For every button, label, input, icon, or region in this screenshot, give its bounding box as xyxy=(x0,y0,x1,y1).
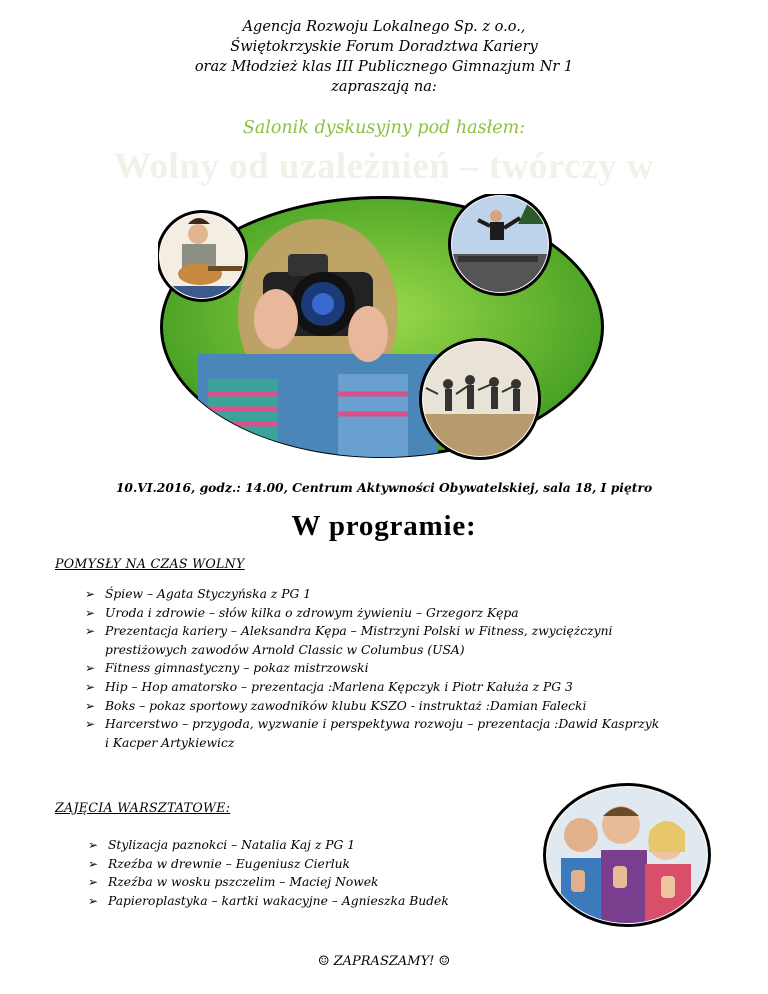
program-heading: W programie: xyxy=(291,510,477,542)
arrow-bullet-icon: ➢ xyxy=(88,856,99,871)
list-item: ➢ Prezentacja kariery – Aleksandra Kępa – Mistrzyni Polski w Fitness, zwyciężczyni prestiżowych zawodów Arnold Classic w Columbus (USA) xyxy=(85,624,613,657)
organizer-line-3: oraz Młodzież klas III Publicznego Gimnazjum Nr 1 xyxy=(194,59,574,75)
event-slogan: Wolny od uzależnień – twórczy w xyxy=(114,146,654,187)
arrow-bullet-icon: ➢ xyxy=(85,661,96,676)
event-subtitle: Salonik dyskusyjny pod hasłem: xyxy=(242,118,526,138)
list-item: ➢ Rzeźba w wosku pszczelim – Maciej Nowek xyxy=(88,873,528,892)
arrow-bullet-icon: ➢ xyxy=(85,679,96,694)
list-item: ➢ Boks – pokaz sportowy zawodników klubu KSZO - instruktaż :Damian Falecki xyxy=(85,697,725,716)
arrow-bullet-icon: ➢ xyxy=(88,875,99,890)
arrow-bullet-icon: ➢ xyxy=(85,587,96,601)
arrow-bullet-icon: ➢ xyxy=(85,717,96,732)
workshops-list xyxy=(88,836,528,910)
list-item: ➢ Papieroplastyka – kartki wakacyjne – Agnieszka Budek xyxy=(88,892,528,911)
list-item: ➢ Harcerstwo – przygoda, wyzwanie i perspektywa rozwoju – prezentacja :Dawid Kasprzyk i Kacper Artykiewicz xyxy=(85,717,660,750)
list-item: ➢ Śpiew – Agata Styczyńska z PG 1 xyxy=(85,585,725,604)
hero-collage xyxy=(158,194,606,460)
list-item: ➢ Fitness gimnastyczny – pokaz mistrzowski xyxy=(85,659,725,678)
event-date-location: 10.VI.2016, godz.: 14.00, Centrum Aktywności Obywatelskiej, sala 18, I piętro xyxy=(115,480,653,495)
arrow-bullet-icon: ➢ xyxy=(85,624,96,639)
organizer-line-2: Świętokrzyskie Forum Doradztwa Kariery xyxy=(230,39,538,55)
workshops-section-title: ZAJĘCIA WARSZTATOWE: xyxy=(55,800,231,815)
arrow-bullet-icon: ➢ xyxy=(88,893,99,908)
list-item: ➢ Uroda i zdrowie – słów kilka o zdrowym żywieniu – Grzegorz Kępa xyxy=(85,604,725,623)
organizer-line-1: Agencja Rozwoju Lokalnego Sp. z o.o., xyxy=(242,19,526,35)
arrow-bullet-icon: ➢ xyxy=(88,838,99,852)
list-item: ➢ Hip – Hop amatorsko – prezentacja :Marlena Kępczyk i Piotr Kałuża z PG 3 xyxy=(85,678,725,697)
invitation-line: zapraszają na: xyxy=(331,79,437,95)
closing-invitation: ☺ ZAPRASZAMY! ☺ xyxy=(317,954,451,969)
free-time-list xyxy=(85,585,725,752)
list-item: ➢ Rzeźba w drewnie – Eugeniusz Cierluk xyxy=(88,855,528,874)
list-item: ➢ Stylizacja paznokci – Natalia Kaj z PG 1 xyxy=(88,836,528,855)
group-thumbs-up-photo xyxy=(541,780,713,930)
arrow-bullet-icon: ➢ xyxy=(85,698,96,713)
free-time-section-title: POMYSŁY NA CZAS WOLNY xyxy=(55,556,245,571)
arrow-bullet-icon: ➢ xyxy=(85,605,96,620)
